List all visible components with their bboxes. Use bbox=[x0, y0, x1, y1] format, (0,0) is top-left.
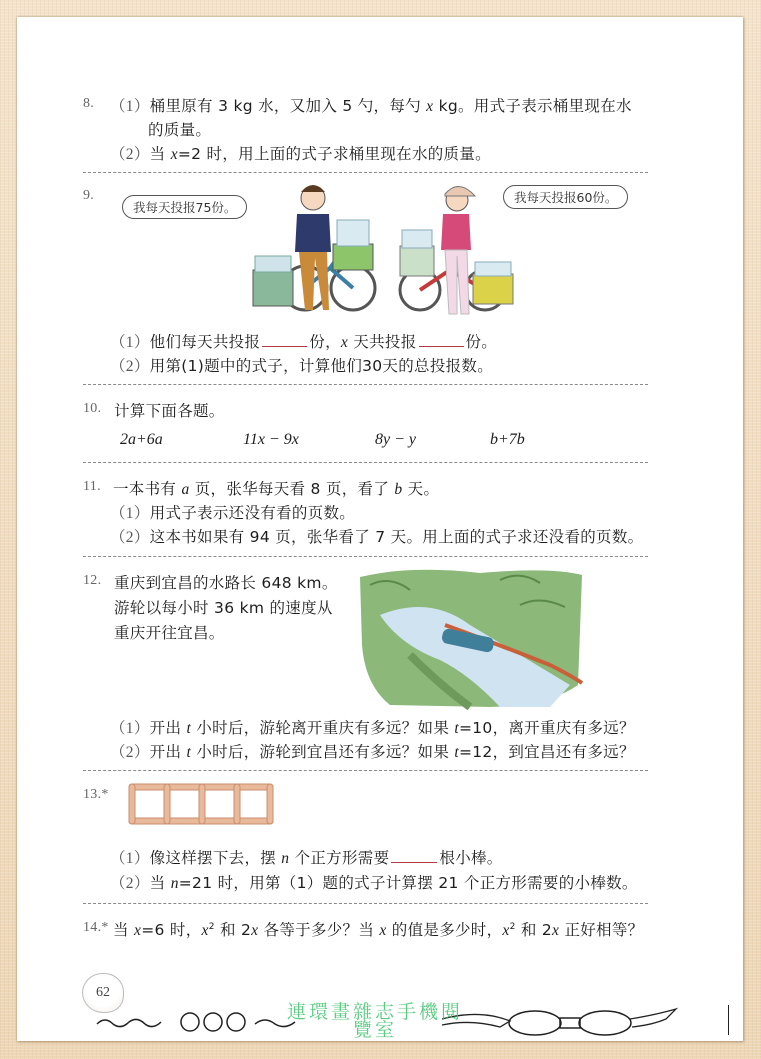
answer-blank[interactable] bbox=[419, 332, 464, 347]
problem-13-number: 13.* bbox=[83, 787, 109, 802]
watermark-text: 連環畫雜志手機閱 覽室 bbox=[286, 1001, 463, 1041]
divider bbox=[83, 770, 648, 771]
problem-10-prompt: 计算下面各题。 bbox=[114, 402, 225, 420]
divider bbox=[83, 172, 648, 173]
problem-14-number: 14.* bbox=[83, 920, 109, 935]
problem-12-stem-line-1: 重庆到宜昌的水路长 648 km。 bbox=[114, 574, 338, 592]
problem-11-part-1: （1）用式子表示还没有看的页数。 bbox=[110, 504, 356, 522]
divider bbox=[83, 556, 648, 557]
problem-11-number: 11. bbox=[83, 479, 101, 494]
divider bbox=[83, 384, 648, 385]
matchstick-squares-illustration bbox=[127, 782, 277, 828]
divider bbox=[83, 462, 648, 463]
problem-12-part-1: （1）开出 t 小时后，游轮离开重庆有多远？如果 t=10，离开重庆有多远？ bbox=[110, 719, 635, 737]
problem-8-part-2: （2）当 x=2 时，用上面的式子求桶里现在水的质量。 bbox=[110, 145, 491, 163]
expression-1: 2a+6a bbox=[120, 431, 163, 448]
river-cruise-illustration bbox=[350, 565, 585, 710]
problem-11-stem: 一本书有 a 页，张华每天看 8 页，看了 b 天。 bbox=[113, 480, 440, 498]
problem-12-stem-line-2: 游轮以每小时 36 km 的速度从 bbox=[114, 599, 333, 617]
expression-4: b+7b bbox=[490, 431, 525, 448]
speech-bubble-boy: 我每天投报75份。 bbox=[122, 195, 247, 219]
problem-13-part-1: （1）像这样摆下去，摆 n 个正方形需要 根小棒。 bbox=[110, 849, 503, 867]
speech-bubble-girl: 我每天投报60份。 bbox=[503, 185, 628, 209]
text-cursor-bar bbox=[728, 1005, 729, 1035]
expression-3: 8y − y bbox=[375, 431, 416, 448]
problem-8-part-1-cont: 的质量。 bbox=[148, 121, 212, 139]
problem-14-text: 当 x=6 时，$x^2$ 和 2x 各等于多少？当 x 的值是多少时，$x^2$ 和 2x 正好相等？ bbox=[113, 921, 644, 939]
answer-blank[interactable] bbox=[391, 848, 437, 863]
problem-8-number: 8. bbox=[83, 96, 95, 111]
problem-9-part-2: （2）用第(1)题中的式子，计算他们30天的总投报数。 bbox=[110, 357, 494, 375]
problem-9-part-1: （1）他们每天共投报 份，x 天共投报 份。 bbox=[110, 333, 498, 351]
problem-12-stem-line-3: 重庆开往宜昌。 bbox=[114, 624, 225, 642]
page-number-badge: 62 bbox=[82, 973, 124, 1013]
expression-2: 11x − 9x bbox=[243, 431, 299, 448]
problem-10-number: 10. bbox=[83, 401, 102, 416]
problem-8-part-1: （1）桶里原有 3 kg 水，又加入 5 勺，每勺 x kg。用式子表示桶里现在水 bbox=[110, 97, 632, 115]
problem-9-number: 9. bbox=[83, 188, 95, 203]
problem-11-part-2: （2）这本书如果有 94 页，张华看了 7 天。用上面的式子求还没看的页数。 bbox=[110, 528, 644, 546]
problem-12-number: 12. bbox=[83, 573, 102, 588]
answer-blank[interactable] bbox=[262, 332, 307, 347]
divider bbox=[83, 903, 648, 904]
problem-12-part-2: （2）开出 t 小时后，游轮到宜昌还有多远？如果 t=12，到宜昌还有多远？ bbox=[110, 743, 635, 761]
problem-13-part-2: （2）当 n=21 时，用第（1）题的式子计算摆 21 个正方形需要的小棒数。 bbox=[110, 874, 638, 892]
children-bicycles-illustration bbox=[245, 178, 525, 326]
